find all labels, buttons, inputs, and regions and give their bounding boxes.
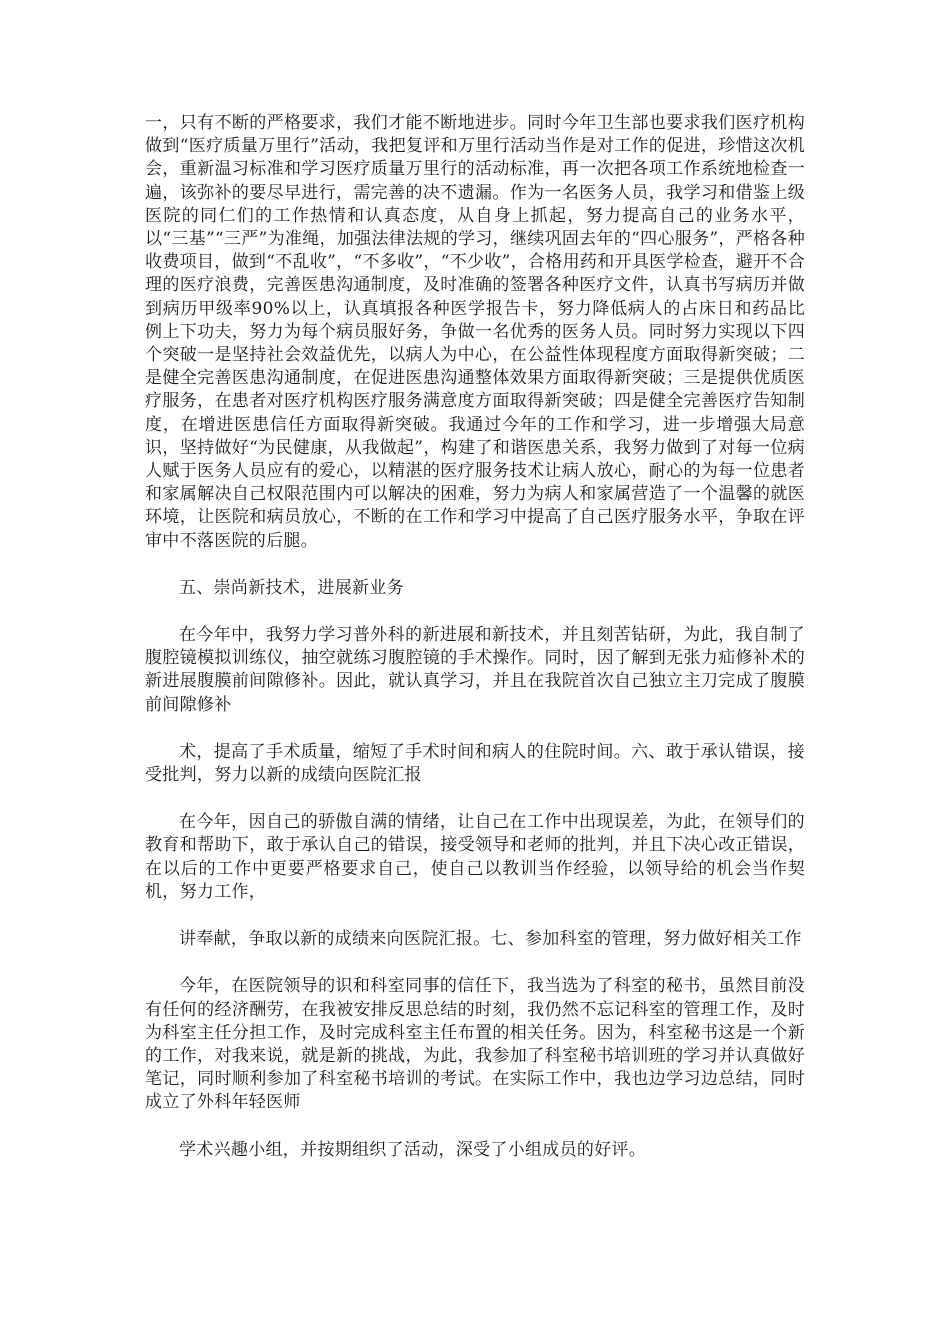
paragraph-5: 在今年，因自己的骄傲自满的情绪，让自己在工作中出现误差，为此，在领导们的教育和帮助下，敢于承认自己的错误，接受领导和老师的批判，并且下决心改正错误，在以后的工作中更要严格要求自己，使自己以教训当作经验，以领导给的机会当作契机，努力工作， <box>145 812 805 902</box>
paragraph-6: 讲奉献，争取以新的成绩来向医院汇报。七、参加科室的管理，努力做好相关工作 <box>179 929 802 950</box>
paragraph-3: 在今年中，我努力学习普外科的新进展和新技术，并且刻苦钻研，为此，我自制了腹腔镜模拟训练仪，抽空就练习腹腔镜的手术操作。同时，因了解到无张力疝修补术的新进展腹膜前间隙修补。因此，就认真学习，并且在我院首次自己独立主刀完成了腹膜前间隙修补 <box>145 625 805 715</box>
paragraph-1: 一，只有不断的严格要求，我们才能不断地进步。同时今年卫生部也要求我们医疗机构做到“医疗质量万里行”活动，我把复评和万里行活动当作是对工作的促进，珍惜这次机会，重新温习标准和学习医疗质量万里行的活动标准，再一次把各项工作系统地检查一遍，该弥补的要尽早进行，需完善的决不遗漏。作为一名医务人员，我学习和借鉴上级医院的同仁们的工作热情和认真态度，从自身上抓起，努力提高自己的业务水平，以“三基”“三严”为准绳，加强法律法规的学习，继续巩固去年的“四心服务”，严格各种收费项目，做到“不乱收”，“不多收”，“不少收”，合格用药和开具医学检查，避开不合理的医疗浪费，完善医患沟通制度，及时准确的签署各种医疗文件，认真书写病历并做到病历甲级率90%以上，认真填报各种医学报告卡，努力降低病人的占床日和药品比例上下功夫，努力为每个病员服好务，争做一名优秀的医务人员。同时努力实现以下四个突破一是坚持社会效益优先，以病人为中心，在公益性体现程度方面取得新突破；二是健全完善医患沟通制度，在促进医患沟通整体效果方面取得新突破；三是提供优质医疗服务，在患者对医疗机构医疗服务满意度方面取得新突破；四是健全完善医疗告知制度，在增进医患信任方面取得新突破。我通过今年的工作和学习，进一步增强大局意识，坚持做好“为民健康，从我做起”，构建了和谐医患关系，我努力做到了对每一位病人赋于医务人员应有的爱心，以精湛的医疗服务技术让病人放心，耐心的为每一位患者和家属解决自己权限范围内可以解决的困难，努力为病人和家属营造了一个温馨的就医环境，让医院和病员放心，不断的在工作和学习中提高了自己医疗服务水平，争取在评审中不落医院的后腿。 <box>145 113 805 551</box>
paragraph-4: 术，提高了手术质量，缩短了手术时间和病人的住院时间。六、敢于承认错误，接受批判，努力以新的成绩向医院汇报 <box>145 741 805 786</box>
paragraph-7: 今年，在医院领导的识和科室同事的信任下，我当选为了科室的秘书，虽然目前没有任何的经济酬劳，在我被安排反思总结的时刻，我仍然不忘记科室的管理工作，及时为科室主任分担工作，及时完成科室主任布置的相关任务。因为，科室秘书这是一个新的工作，对我来说，就是新的挑战，为此，我参加了科室秘书培训班的学习并认真做好笔记，同时顺利参加了科室秘书培训的考试。在实际工作中，我也边学习边总结，同时成立了外科年轻医师 <box>145 976 805 1113</box>
paragraph-8: 学术兴趣小组，并按期组织了活动，深受了小组成员的好评。 <box>179 1139 647 1160</box>
document-page <box>145 112 805 1186</box>
section-heading-5: 五、崇尚新技术，进展新业务 <box>179 577 404 598</box>
